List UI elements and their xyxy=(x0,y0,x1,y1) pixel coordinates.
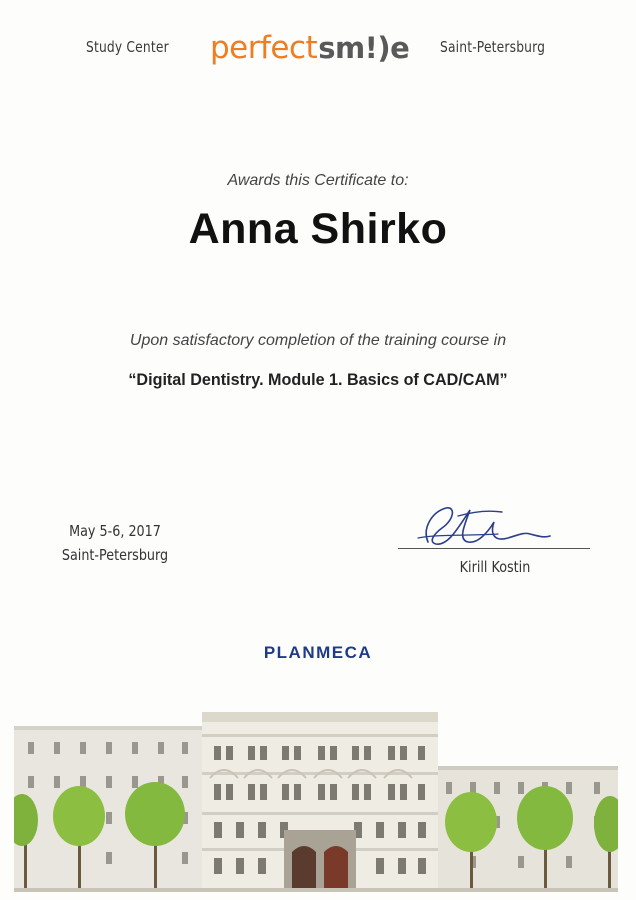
signature-icon xyxy=(398,498,590,558)
course-place: Saint-Petersburg xyxy=(61,546,169,564)
date-place-block xyxy=(50,519,180,567)
course-date: May 5-6, 2017 xyxy=(69,522,161,540)
recipient-name: Anna Shirko xyxy=(188,205,448,253)
building-facade-illustration xyxy=(14,712,618,892)
logo-text-perfect: perfect xyxy=(210,30,318,66)
completion-line: Upon satisfactory completion of the training course in xyxy=(129,332,507,349)
study-center-label: Study Center xyxy=(86,38,169,56)
course-title: “Digital Dentistry. Module 1. Basics of CAD/CAM” xyxy=(128,370,508,389)
signer-name: Kirill Kostin xyxy=(459,558,531,576)
perfect-smile-logo xyxy=(210,30,409,74)
header-city-label: Saint-Petersburg xyxy=(440,38,546,56)
awards-line: Awards this Certificate to: xyxy=(227,172,409,189)
logo-text-smile: sm!)e xyxy=(318,31,410,65)
planmeca-logo: PLANMECA xyxy=(263,643,373,662)
signature-line xyxy=(398,548,590,549)
